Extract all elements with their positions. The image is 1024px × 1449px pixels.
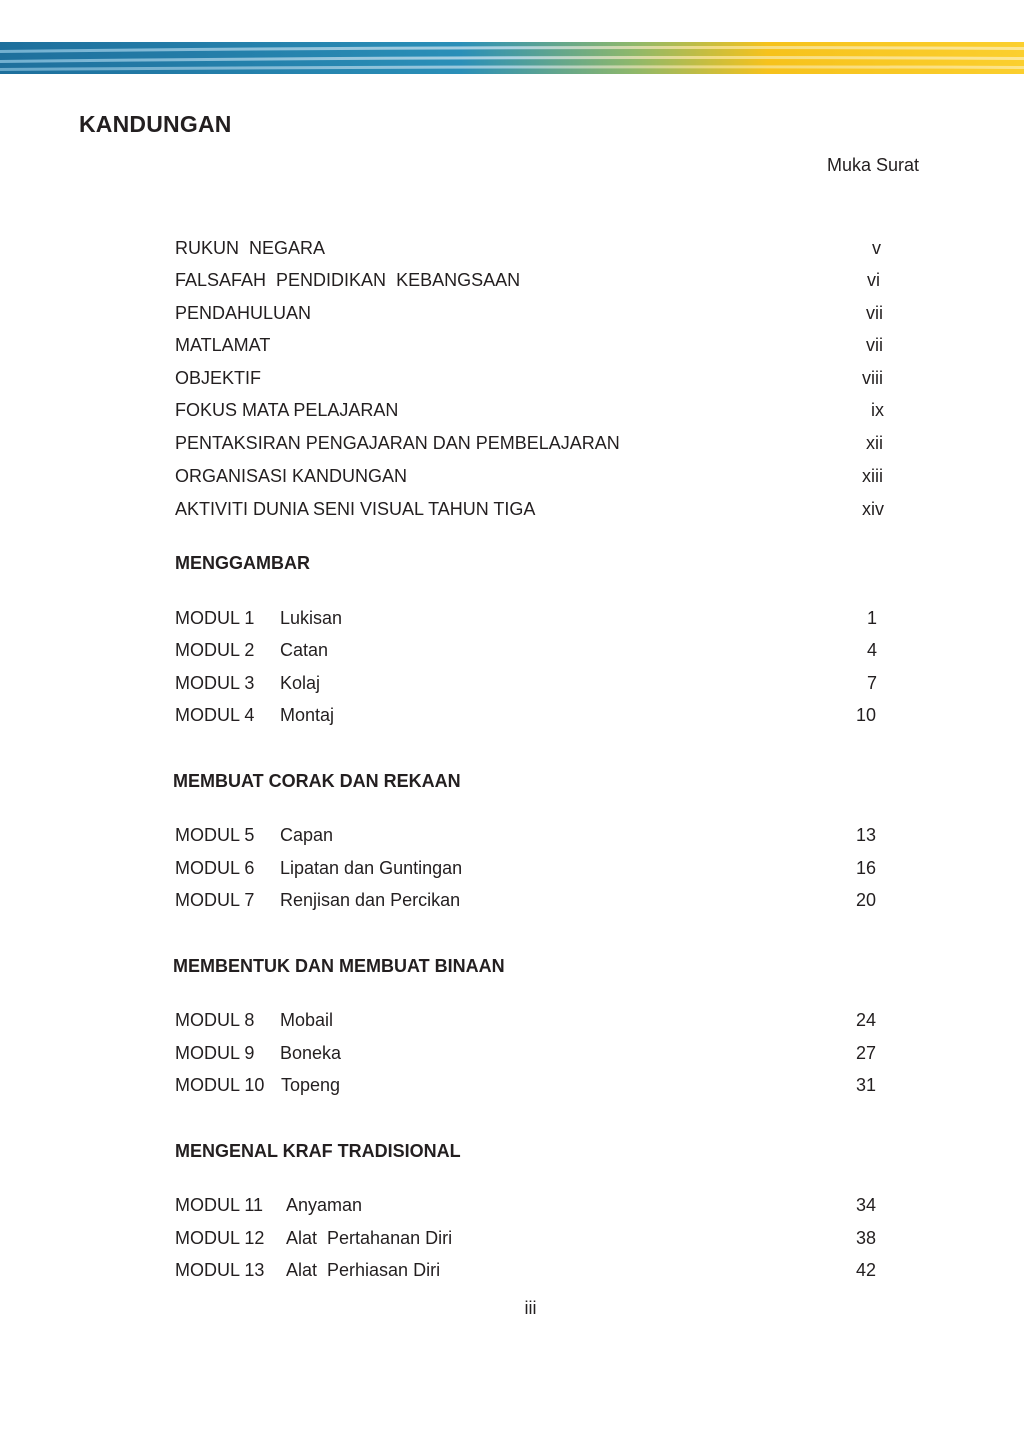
toc-entry-label: AKTIVITI DUNIA SENI VISUAL TAHUN TIGA — [175, 499, 536, 519]
toc-entry-label: PENTAKSIRAN PENGAJARAN DAN PEMBELAJARAN — [175, 433, 620, 453]
toc-entry[interactable] — [175, 464, 895, 488]
toc-entry-page: ix — [871, 400, 884, 420]
module-name: Renjisan dan Percikan — [280, 890, 461, 910]
module-name: Lukisan — [280, 608, 343, 628]
module-number: MODUL 9 — [175, 1043, 255, 1063]
module-number: MODUL 4 — [175, 705, 255, 725]
toc-module-entry[interactable] — [175, 856, 895, 880]
toc-module-entry[interactable] — [175, 703, 895, 727]
module-number: MODUL 1 — [175, 608, 255, 628]
module-page: 10 — [856, 705, 877, 725]
module-page: 13 — [856, 825, 877, 845]
module-name: Alat Perhiasan Diri — [286, 1260, 441, 1280]
toc-entry-label: RUKUN NEGARA — [175, 238, 326, 258]
toc-module-entry[interactable] — [175, 1073, 895, 1097]
page-number: iii — [524, 1298, 537, 1318]
toc-entry-page: xiii — [862, 466, 883, 486]
toc-module-entry[interactable] — [175, 606, 895, 630]
toc-entry-label: ORGANISASI KANDUNGAN — [175, 466, 408, 486]
module-page: 24 — [856, 1010, 877, 1030]
toc-module-entry[interactable] — [175, 1226, 895, 1250]
module-number: MODUL 2 — [175, 640, 255, 660]
module-page: 27 — [856, 1043, 877, 1063]
toc-entry-page: xiv — [862, 499, 884, 519]
section-heading: MENGENAL KRAF TRADISIONAL — [175, 1141, 461, 1161]
module-number: MODUL 7 — [175, 890, 255, 910]
toc-module-entry[interactable] — [175, 888, 895, 912]
module-name: Topeng — [281, 1075, 341, 1095]
header-banner — [0, 38, 1024, 78]
module-page: 31 — [856, 1075, 877, 1095]
toc-entry[interactable] — [175, 431, 895, 455]
module-name: Catan — [280, 640, 329, 660]
toc-entry[interactable] — [175, 398, 895, 422]
toc-module-entry[interactable] — [175, 1258, 895, 1282]
toc-module-entry[interactable] — [175, 638, 895, 662]
toc-entry[interactable] — [175, 333, 895, 357]
toc-entry[interactable] — [175, 497, 895, 521]
toc-module-entry[interactable] — [175, 823, 895, 847]
toc-entry-label: FOKUS MATA PELAJARAN — [175, 400, 399, 420]
toc-module-entry[interactable] — [175, 1008, 895, 1032]
toc-entry-page: viii — [862, 368, 883, 388]
module-page: 7 — [867, 673, 878, 693]
module-page: 20 — [856, 890, 877, 910]
module-number: MODUL 13 — [175, 1260, 265, 1280]
module-name: Anyaman — [286, 1195, 363, 1215]
module-page: 38 — [856, 1228, 877, 1248]
toc-entry-label: PENDAHULUAN — [175, 303, 312, 323]
module-name: Alat Pertahanan Diri — [286, 1228, 453, 1248]
toc-entry-page: xii — [866, 433, 883, 453]
toc-module-entry[interactable] — [175, 671, 895, 695]
toc-entry-label: FALSAFAH PENDIDIKAN KEBANGSAAN — [175, 270, 521, 290]
toc-entry-page: vi — [867, 270, 880, 290]
section-heading: MEMBENTUK DAN MEMBUAT BINAAN — [173, 956, 505, 976]
page-title: KANDUNGAN — [79, 111, 232, 137]
toc-entry[interactable] — [175, 236, 895, 260]
toc-module-entry[interactable] — [175, 1041, 895, 1065]
module-name: Boneka — [280, 1043, 342, 1063]
module-page: 42 — [856, 1260, 877, 1280]
module-number: MODUL 10 — [175, 1075, 265, 1095]
section-heading: MENGGAMBAR — [175, 553, 310, 573]
toc-entry-label: MATLAMAT — [175, 335, 271, 355]
module-page: 4 — [867, 640, 878, 660]
module-name: Montaj — [280, 705, 335, 725]
module-number: MODUL 8 — [175, 1010, 255, 1030]
toc-entry[interactable] — [175, 301, 895, 325]
module-number: MODUL 12 — [175, 1228, 265, 1248]
module-number: MODUL 6 — [175, 858, 255, 878]
module-number: MODUL 11 — [175, 1195, 264, 1215]
toc-entry[interactable] — [175, 366, 895, 390]
module-name: Kolaj — [280, 673, 321, 693]
toc-entry-label: OBJEKTIF — [175, 368, 262, 388]
module-name: Mobail — [280, 1010, 334, 1030]
toc-entry-page: vii — [866, 335, 883, 355]
page-column-label: Muka Surat — [827, 155, 920, 175]
module-page: 34 — [856, 1195, 877, 1215]
module-page: 16 — [856, 858, 877, 878]
toc-entry-page: v — [872, 238, 881, 258]
module-name: Capan — [280, 825, 334, 845]
section-heading: MEMBUAT CORAK DAN REKAAN — [173, 771, 461, 791]
toc-entry[interactable] — [175, 268, 895, 292]
module-number: MODUL 3 — [175, 673, 255, 693]
module-page: 1 — [867, 608, 878, 628]
toc-module-entry[interactable] — [175, 1193, 895, 1217]
module-name: Lipatan dan Guntingan — [280, 858, 463, 878]
module-number: MODUL 5 — [175, 825, 255, 845]
toc-entry-page: vii — [866, 303, 883, 323]
